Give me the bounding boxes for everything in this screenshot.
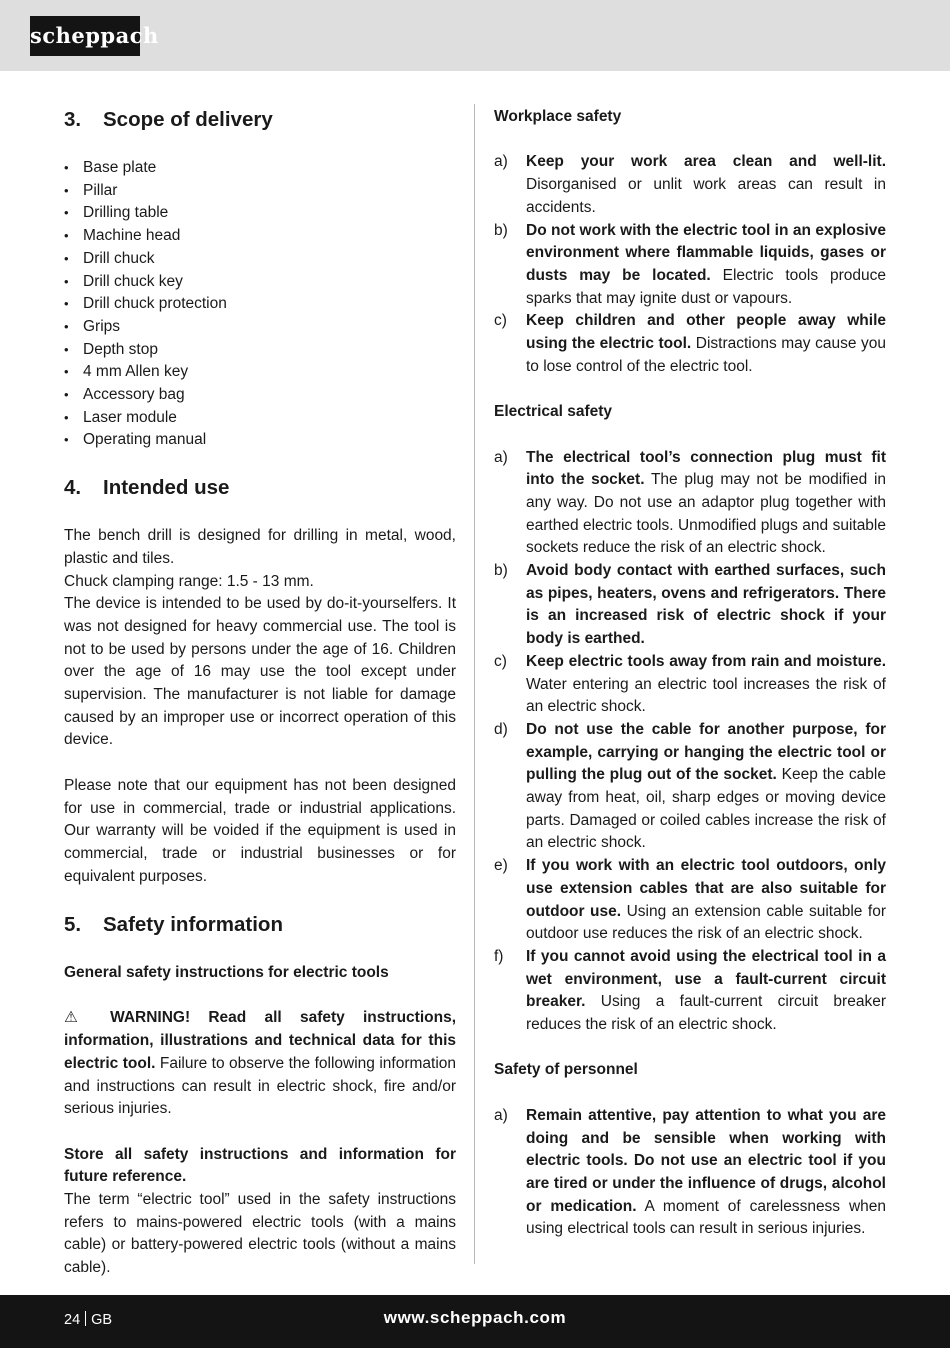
store-text: The term “electric tool” used in the safety instructions refers to mains-powered electric tools (with a mains cable) or battery-powered electric tools (without a mains cable). xyxy=(64,1191,456,1277)
electrical-safety-heading: Electrical safety xyxy=(494,403,613,421)
safety-item xyxy=(494,946,886,1037)
item-text: Keep the cable away from heat, oil, sharp edges or moving device parts. Damaged or coiled cables increase the risk of an electric shock. xyxy=(526,766,886,852)
item-label: d) xyxy=(494,720,508,738)
safety-item xyxy=(494,560,886,651)
item-label: a) xyxy=(494,448,508,466)
electrical-safety-list xyxy=(494,447,886,1037)
intended-paragraph: The device is intended to be used by do-it-yourselfers. It was not designed for heavy commercial use. The tool is not to be used by persons under the age of 16. Children over the age of 16 may use the tool except under supervision. The manufacturer is not liable for damage caused by an improper use or incorrect operation of this device. xyxy=(64,595,456,749)
workplace-safety-heading: Workplace safety xyxy=(494,108,622,125)
item-bold-text: Keep electric tools away from rain and moisture. xyxy=(526,652,886,670)
intended-paragraph: The bench drill is designed for drilling in metal, wood, plastic and tiles. xyxy=(64,527,456,567)
general-safety-heading: General safety instructions for electric tools xyxy=(64,964,389,982)
item-text: Electric tools produce sparks that may ignite dust or vapours. xyxy=(526,266,886,307)
safety-item xyxy=(494,220,886,311)
item-label: c) xyxy=(494,312,507,330)
page-footer xyxy=(0,1295,950,1348)
item-text: Using an extension cable suitable for outdoor use reduces the risk of an electric shock. xyxy=(526,902,887,943)
column-divider xyxy=(474,104,475,1264)
delivery-item: • Depth stop xyxy=(64,339,456,362)
item-label: a) xyxy=(494,153,508,171)
item-bold-text: Remain attentive, pay attention to what you are doing and be sensible when working with electric tools. Do not use an electric tool if you are tired or under the influence of drugs, alcohol or medication. xyxy=(526,1106,886,1215)
section-title: Scope of delivery xyxy=(103,108,273,131)
page-number-value: 24 xyxy=(64,1312,81,1328)
right-column xyxy=(494,106,886,1264)
delivery-item: • Grips xyxy=(64,316,456,339)
item-text: Water entering an electric tool increases the risk of an electric shock. xyxy=(526,675,886,716)
safety-item xyxy=(494,1105,886,1241)
intended-paragraph: Chuck clamping range: 1.5 - 13 mm. xyxy=(64,572,314,590)
item-label: e) xyxy=(494,857,508,875)
item-text: A moment of carelessness when using electrical tools can result in serious injuries. xyxy=(526,1197,886,1238)
store-paragraph xyxy=(64,1144,456,1189)
section-number: 5. xyxy=(64,913,82,937)
item-text: Disorganised or unlit work areas can result in accidents. xyxy=(526,176,886,216)
delivery-item: • 4 mm Allen key xyxy=(64,361,456,384)
item-label: f) xyxy=(494,947,504,965)
delivery-item: • Machine head xyxy=(64,225,456,248)
safety-item xyxy=(494,651,886,719)
delivery-item: • Drilling table xyxy=(64,202,456,225)
item-bold-text: If you cannot avoid using the electrical tool in a wet environment, use a fault-current circuit breaker. xyxy=(526,947,886,1011)
section-5-heading xyxy=(64,911,456,939)
warning-paragraph xyxy=(64,1007,456,1121)
item-bold-text: Do not work with the electric tool in an explosive environment where flammable liquids, gases or dusts may be located. xyxy=(526,221,886,284)
left-column xyxy=(64,106,456,1280)
safety-item xyxy=(494,151,886,219)
section-title: Safety information xyxy=(103,913,283,937)
section-4-heading xyxy=(64,474,456,502)
item-bold-text: If you work with an electric tool outdoors, only use extension cables that are also suitable for outdoor use. xyxy=(526,857,886,920)
item-label: b) xyxy=(494,221,508,239)
delivery-item: • Drill chuck xyxy=(64,248,456,271)
section-title: Intended use xyxy=(103,476,230,500)
brand-logo: scheppach xyxy=(30,16,140,56)
intended-paragraph: Please note that our equipment has not been designed for use in commercial, trade or industrial applications. Our warranty will be voided if the equipment is used in commercial, trade or industrial businesses or for equivalent purposes. xyxy=(64,776,456,885)
delivery-item: • Drill chuck key xyxy=(64,271,456,294)
safety-item xyxy=(494,855,886,946)
item-label: b) xyxy=(494,562,508,580)
warning-icon: ⚠ xyxy=(64,1009,92,1027)
delivery-item: • Accessory bag xyxy=(64,384,456,407)
delivery-item: • Base plate xyxy=(64,157,456,180)
item-text: Using a fault-current circuit breaker reduces the risk of an electric shock. xyxy=(526,993,886,1034)
delivery-item: • Laser module xyxy=(64,407,456,430)
safety-item xyxy=(494,719,886,855)
item-bold-text: Keep children and other people away while using the electric tool. xyxy=(526,312,886,353)
safety-item xyxy=(494,310,886,378)
item-bold-text: Avoid body contact with earthed surfaces, such as pipes, heaters, ovens and refrigerators. There is an increased risk of electric shock if your body is earthed. xyxy=(526,562,886,648)
language-code: GB xyxy=(91,1312,113,1328)
warning-text: Failure to observe the following information and instructions can result in electric shock, fire and/or serious injuries. xyxy=(64,1054,457,1118)
personnel-safety-heading: Safety of personnel xyxy=(494,1061,638,1079)
delivery-item: • Drill chuck protection xyxy=(64,293,456,316)
item-label: c) xyxy=(494,652,507,670)
page-header xyxy=(0,0,950,71)
section-number: 4. xyxy=(64,476,82,500)
store-bold: Store all safety instructions and information for future reference. xyxy=(64,1145,456,1186)
website-url: www.scheppach.com xyxy=(383,1308,567,1327)
item-bold-text: Keep your work area clean and well-lit. xyxy=(526,153,886,171)
item-text: The plug may not be modified in any way. Do not use an adaptor plug together with earthed electric tools. Unmodified plugs and suitable sockets reduce the risk of an electric shock. xyxy=(526,471,887,557)
personnel-safety-list xyxy=(494,1105,886,1241)
item-bold-text: Do not use the cable for another purpose, for example, carrying or hanging the electric tool or pulling the plug out of the socket. xyxy=(526,720,886,784)
item-text: Distractions may cause you to lose control of the electric tool. xyxy=(526,335,886,375)
item-bold-text: The electrical tool’s connection plug must fit into the socket. xyxy=(526,448,886,489)
delivery-list xyxy=(64,157,456,452)
section-3-heading xyxy=(64,106,456,134)
warning-bold: WARNING! Read all safety instructions, information, illustrations and technical data for this electric tool. xyxy=(64,1009,456,1072)
workplace-safety-list xyxy=(494,151,886,378)
safety-item xyxy=(494,447,886,561)
delivery-item: • Pillar xyxy=(64,180,456,203)
item-label: a) xyxy=(494,1106,508,1124)
delivery-item: • Operating manual xyxy=(64,429,456,452)
section-number: 3. xyxy=(64,108,82,131)
